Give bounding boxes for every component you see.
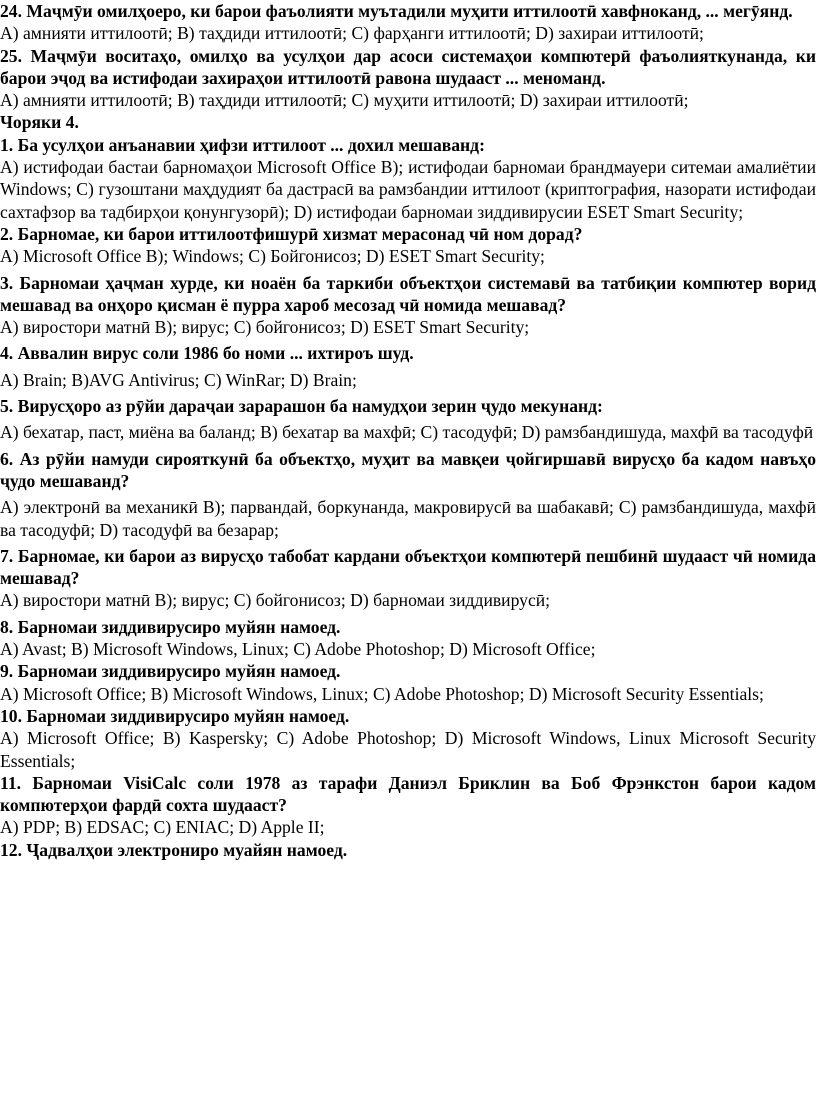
answer-options: A) истифодаи бастаи барномаҳои Microsoft Office B); истифодаи барномаи брандмауери ситемаи амалиётии Windows; C) гузоштани маҳдудият ба дастрасӣ ва рамзбандии иттилоот (криптография, назорати истифодаи сахтафзор ва тадбирҳои қонунгузорӣ); D) истифодаи барномаи зиддивирусии ESET Smart Security; — [0, 157, 816, 222]
question-text: Чоряки 4. — [0, 112, 79, 133]
question-text: 6. Аз рӯйи намуди сирояткунӣ ба объектҳо, муҳит ва мавқеи ҷойгиршавӣ вирусҳо ба кадом навъҳо ҷудо мешаванд? — [0, 448, 816, 491]
question-text: 4. Аввалин вирус соли 1986 бо номи ... ихтироъ шуд. — [0, 343, 414, 364]
answer-options: A) Brain; B)AVG Antivirus; C) WinRar; D) Brain; — [0, 369, 357, 390]
answer-options: A) Microsoft Office B); Windows; C) Бойгонисоз; D) ESET Smart Security; — [0, 246, 545, 267]
question-text: 9. Барномаи зиддивирусиро муйян намоед. — [0, 661, 341, 682]
question-text: 11. Барномаи VisiCalc соли 1978 аз тарафи Даниэл Бриклин ва Боб Фрэнкстон барои кадом компютерҳои фардӣ сохта шудааст? — [0, 772, 816, 816]
question-text: 2. Барномае, ки барои иттилоотфишурӣ хизмат мерасонад чӣ ном дорад? — [0, 223, 583, 244]
answer-options: A) электронӣ ва механикӣ B); парвандай, боркунанда, макровирусӣ ва шабакавӣ; C) рамзбандишуда, махфӣ ва тасодуфӣ; D) тасодуфӣ ва безарар; — [0, 497, 816, 540]
answer-options: A) виростори матнӣ B); вирус; C) бойгонисоз; D) барномаи зиддивирусӣ; — [0, 590, 551, 611]
question-text: 3. Барномаи ҳаҷман хурде, ки ноаён ба таркиби объектҳои системавӣ ва татбиқии компютер ворид мешавад ва онҳоро қисман ё пурра хароб месозад чӣ номида мешавад? — [0, 272, 816, 315]
answer-options: A) виростори матнӣ B); вирус; C) бойгонисоз; D) ESET Smart Security; — [0, 317, 530, 338]
question-text: 12. Ҷадвалҳои электрониро муайян намоед. — [0, 839, 348, 860]
question-text: 8. Барномаи зиддивирусиро муйян намоед. — [0, 616, 341, 637]
question-text: 25. Маҷмӯи воситаҳо, омилҳо ва усулҳои дар асоси системаҳои компютерӣ фаъолияткунанда, ки барои эҷод ва истифодаи захираҳои иттилоотӣ равона шудааст ... меноманд. — [0, 45, 816, 88]
answer-options: A) Microsoft Office; B) Microsoft Windows, Linux; C) Adobe Photoshop; D) Microsoft Security Essentials; — [0, 683, 764, 704]
answer-options: A) амнияти иттилоотӣ; B) таҳдиди иттилоотӣ; C) фарҳанги иттилоотӣ; D) захираи иттилоотӣ; — [0, 23, 704, 44]
question-text: 5. Вирусҳоро аз рӯйи дараҷаи зарарашон ба намудҳои зерин ҷудо мекунанд: — [0, 396, 603, 417]
answer-options: A) Microsoft Office; B) Kaspersky; C) Adobe Photoshop; D) Microsoft Windows, Linux Microsoft Security Essentials; — [0, 728, 816, 771]
question-text: 1. Ба усулҳои анъанавии ҳифзи иттилоот ... дохил мешаванд: — [0, 134, 485, 155]
answer-options: A) PDP; B) EDSAC; C) ENIAC; D) Apple II; — [0, 817, 325, 838]
question-text: 7. Барномае, ки барои аз вирусҳо табобат кардани объектҳои компютерӣ пешбинӣ шудааст чӣ номида мешавад? — [0, 545, 816, 589]
answer-options: A) Avast; B) Microsoft Windows, Linux; C) Adobe Photoshop; D) Microsoft Office; — [0, 639, 596, 660]
question-text: 24. Маҷмӯи омилҳоеро, ки барои фаъолияти муътадили муҳити иттилоотӣ хавфноканд, ... мегӯянд. — [0, 1, 793, 21]
answer-options: A) бехатар, паст, миёна ва баланд; B) бехатар ва махфӣ; C) тасодуфӣ; D) рамзбандишуда, махфӣ ва тасодуфӣ — [0, 422, 814, 443]
answer-options: A) амнияти иттилоотӣ; B) таҳдиди иттилоотӣ; C) муҳити иттилоотӣ; D) захираи иттилоотӣ; — [0, 90, 689, 111]
question-text: 10. Барномаи зиддивирусиро муйян намоед. — [0, 705, 350, 726]
